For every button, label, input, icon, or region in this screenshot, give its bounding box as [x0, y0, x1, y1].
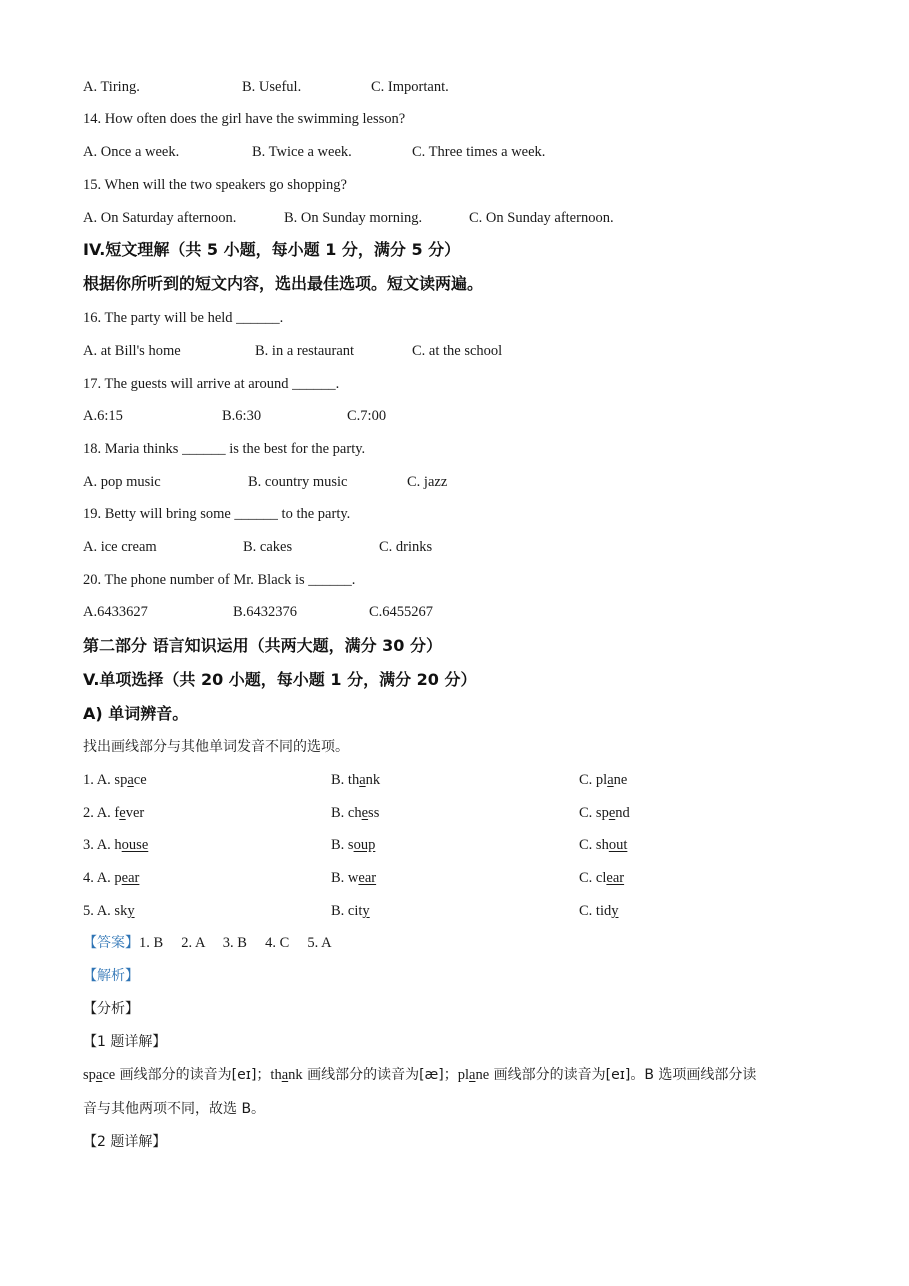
answer-tag: 【答案】 [83, 935, 139, 951]
q15-option-a: A. On Saturday afternoon. [83, 210, 237, 226]
phonics-4-option-b: B. wear [331, 870, 377, 886]
phonics-1-option-b: B. thank [331, 772, 381, 788]
phonics-5-option-c: C. tidy [579, 903, 619, 919]
q20-option-a: A.6433627 [83, 604, 148, 620]
q17-option-b: B.6:30 [222, 408, 262, 424]
phonics-4-option-a: 4. A. pear [83, 870, 140, 886]
q15-stem: 15. When will the two speakers go shopping? [83, 177, 347, 193]
section5-sub-a: A) 单词辨音。 [83, 704, 189, 723]
fenxi-tag: 【分析】 [83, 1001, 139, 1017]
section5-instruction: 找出画线部分与其他单词发音不同的选项。 [83, 739, 349, 755]
phonics-2-option-a: 2. A. fever [83, 805, 145, 821]
q14-option-a: A. Once a week. [83, 144, 180, 160]
q14-stem: 14. How often does the girl have the swimming lesson? [83, 111, 406, 127]
q18-option-b: B. country music [248, 474, 348, 490]
phonics-4-option-c: C. clear [579, 870, 625, 886]
q14-option-b: B. Twice a week. [252, 144, 352, 160]
q13-option-c: C. Important. [371, 79, 449, 95]
section5-title: V.单项选择（共 20 小题，每小题 1 分，满分 20 分） [83, 670, 477, 689]
phonics-1-option-c: C. plane [579, 772, 628, 788]
analysis-tag: 【解析】 [83, 968, 139, 984]
phonics-3-option-c: C. shout [579, 837, 628, 853]
q19-option-c: C. drinks [379, 539, 433, 555]
q16-option-b: B. in a restaurant [255, 343, 355, 359]
q13-option-b: B. Useful. [242, 79, 302, 95]
q16-option-a: A. at Bill's home [83, 343, 181, 359]
q20-stem: 20. The phone number of Mr. Black is ______. [83, 572, 356, 588]
q20-option-c: C.6455267 [369, 604, 434, 620]
section4-title: IV.短文理解（共 5 小题，每小题 1 分，满分 5 分） [83, 240, 461, 259]
q19-stem: 19. Betty will bring some ______ to the party. [83, 506, 351, 522]
q17-stem: 17. The guests will arrive at around ______. [83, 376, 340, 392]
phonics-5-option-a: 5. A. sky [83, 903, 135, 919]
q19-option-b: B. cakes [243, 539, 293, 555]
section4-instruction: 根据你所听到的短文内容，选出最佳选项。短文读两遍。 [83, 274, 484, 293]
detail1-text-line1: space 画线部分的读音为[eɪ]；thank 画线部分的读音为[æ]；plane 画线部分的读音为[eɪ]。B 选项画线部分读 [83, 1067, 757, 1083]
phonics-2-option-c: C. spend [579, 805, 630, 821]
q18-stem: 18. Maria thinks ______ is the best for the party. [83, 441, 366, 457]
detail2-tag: 【2 题详解】 [83, 1134, 167, 1150]
q16-option-c: C. at the school [412, 343, 503, 359]
phonics-1-option-a: 1. A. space [83, 772, 147, 788]
part2-title: 第二部分 语言知识运用（共两大题，满分 30 分） [83, 636, 442, 655]
q13-option-a: A. Tiring. [83, 79, 140, 95]
detail1-tag: 【1 题详解】 [83, 1034, 167, 1050]
detail1-text-line2: 音与其他两项不同，故选 B。 [83, 1101, 266, 1117]
q20-option-b: B.6432376 [233, 604, 298, 620]
answer-text: 1. B 2. A 3. B 4. C 5. A [139, 935, 332, 951]
q15-option-b: B. On Sunday morning. [284, 210, 423, 226]
q19-option-a: A. ice cream [83, 539, 157, 555]
phonics-2-option-b: B. chess [331, 805, 380, 821]
phonics-3-option-a: 3. A. house [83, 837, 149, 853]
q16-stem: 16. The party will be held ______. [83, 310, 284, 326]
phonics-5-option-b: B. city [331, 903, 370, 919]
q17-option-a: A.6:15 [83, 408, 123, 424]
answer-line [83, 933, 332, 953]
q14-option-c: C. Three times a week. [412, 144, 546, 160]
q15-option-c: C. On Sunday afternoon. [469, 210, 614, 226]
q18-option-c: C. jazz [407, 474, 448, 490]
phonics-3-option-b: B. soup [331, 837, 376, 853]
q18-option-a: A. pop music [83, 474, 161, 490]
q17-option-c: C.7:00 [347, 408, 387, 424]
